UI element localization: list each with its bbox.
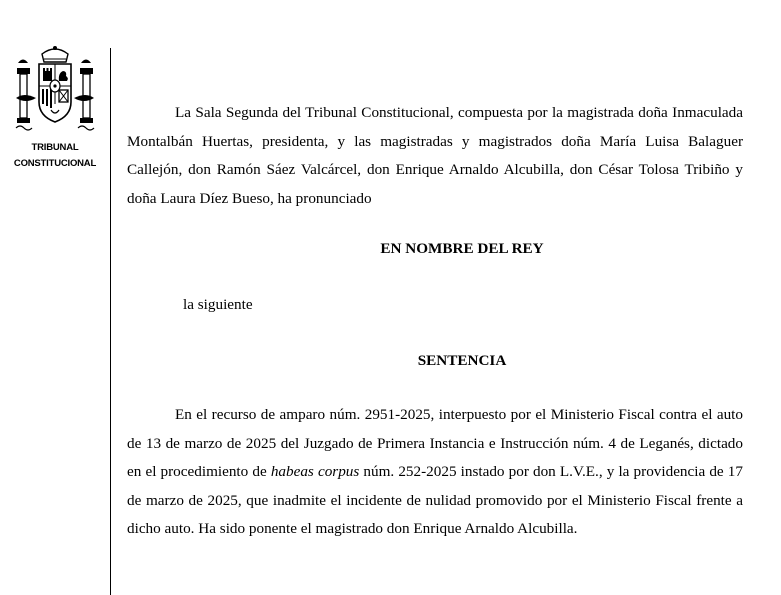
heading-en-nombre-del-rey: EN NOMBRE DEL REY [380, 240, 544, 257]
margin-divider [110, 48, 111, 595]
habeas-corpus-term: habeas corpus [270, 463, 360, 480]
la-siguiente-text: la siguiente [183, 296, 253, 313]
spanish-coat-of-arms-icon [14, 44, 96, 134]
heading-sentencia: SENTENCIA [417, 352, 507, 369]
case-paragraph [127, 401, 743, 544]
court-name-line2: CONSTITUCIONAL [13, 158, 97, 169]
intro-paragraph: La Sala Segunda del Tribunal Constitucional, compuesta por la magistrada doña Inmaculada Montalbán Huertas, presidenta, y las magistradas y magistrados doña María Luisa Balaguer Callejón, don Ramón Sáez Valcárcel, don Enrique Arnaldo Alcubilla, don César Tolosa Tribiño y doña Laura Díez Bueso, ha pronunciado [127, 104, 743, 207]
case-paragraph-part1: En el recurso de amparo núm. 2951-2025, interpuesto por el Ministerio Fiscal contra el auto de 13 de marzo de 2025 del Juzgado de Primera Instancia e Instrucción núm. 4 de Leganés, dictado en el procedimiento de [127, 406, 743, 480]
case-paragraph-part2: núm. 252-2025 instado por don L.V.E., y la providencia de 17 de marzo de 2025, que inadmite el incidente de nulidad promovido por el Ministerio Fiscal frente a dicho auto. Ha sido ponente el magistrado don Enrique Arnaldo Alcubilla. [127, 463, 743, 537]
court-name [4, 140, 106, 172]
court-name-line1: TRIBUNAL [31, 142, 79, 153]
